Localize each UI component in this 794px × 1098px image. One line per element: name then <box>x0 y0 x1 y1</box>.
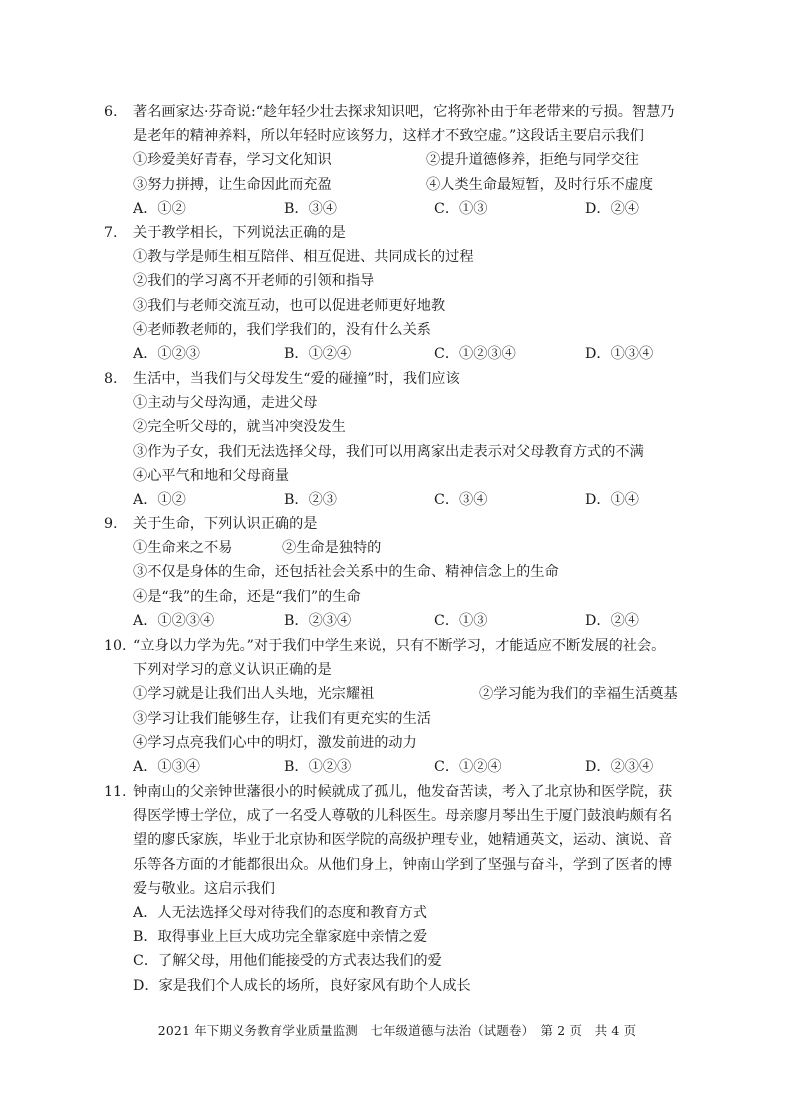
option-a[interactable]: A．①②③ <box>133 345 200 362</box>
question-9 <box>104 512 694 633</box>
question-stem-line: 关于生命，下列认识正确的是 <box>133 516 318 532</box>
option-b[interactable]: B．②③④ <box>284 612 352 629</box>
question-stem-line: “立身以力学为先。”对于我们中学生来说，只有不断学习，才能适应不断发展的社会。 <box>133 638 666 654</box>
options-row <box>104 197 694 221</box>
question-stem-line: 关于教学相长，下列说法正确的是 <box>133 225 346 241</box>
item: ①珍爱美好青春，学习文化知识 <box>133 152 332 169</box>
question-number: 9. <box>104 516 118 532</box>
option-b[interactable]: B．③④ <box>284 200 337 217</box>
question-8 <box>104 367 694 512</box>
option-d[interactable]: D．②④ <box>585 612 639 629</box>
item: ③努力拼搏，让生命因此而充盈 <box>133 176 332 193</box>
page-footer: 2021 年下期义务教育学业质量监测 七年级道德与法治（试题卷） 第 2 页 共 4 页 <box>157 1023 637 1038</box>
item: ④心平气和地和父母商量 <box>133 467 290 484</box>
question-stem-line: 钟南山的父亲钟世藩很小的时候就成了孤儿，他发奋苦读，考入了北京协和医学院，获 <box>133 784 673 800</box>
item: ④是“我”的生命，还是“我们”的生命 <box>133 588 361 605</box>
option-b[interactable]: B．①②④ <box>284 345 352 362</box>
question-10 <box>104 634 694 779</box>
question-stem-line: 爱与敬业。这启示我们 <box>133 880 275 897</box>
item-pair <box>104 148 694 172</box>
option-c[interactable]: C．①②④ <box>434 758 502 775</box>
item-pair <box>104 682 694 706</box>
item: ①主动与父母沟通，走进父母 <box>133 395 318 412</box>
item: ④老师教老师的，我们学我们的，没有什么关系 <box>133 321 431 338</box>
item: ①教与学是师生相互陪伴、相互促进、共同成长的过程 <box>133 249 474 266</box>
question-11 <box>104 780 694 998</box>
option-d[interactable]: D．②③④ <box>585 758 654 775</box>
item: ①生命来之不易 <box>133 540 233 557</box>
question-6 <box>104 100 694 221</box>
question-stem-line: 下列对学习的意义认识正确的是 <box>133 662 332 679</box>
question-7 <box>104 221 694 366</box>
item-pair <box>104 536 694 560</box>
option-c[interactable]: C．①②③④ <box>434 345 516 362</box>
question-stem-line: 得医学博士学位，成了一名受人尊敬的儿科医生。母亲廖月琴出生于厦门鼓浪屿颇有名 <box>133 808 673 825</box>
option-a[interactable]: A．①②③④ <box>133 612 215 629</box>
option-c[interactable]: C．①③ <box>434 612 488 629</box>
option-a[interactable]: A．①② <box>133 491 186 508</box>
item: ②我们的学习离不开老师的引领和指导 <box>133 273 375 290</box>
option-b[interactable]: B．①②③ <box>284 758 352 775</box>
item: ②生命是独特的 <box>282 540 382 557</box>
options-row <box>104 755 694 779</box>
option-c[interactable]: C．了解父母，用他们能接受的方式表达我们的爱 <box>133 953 442 970</box>
question-number: 11. <box>104 784 127 800</box>
item-pair <box>104 173 694 197</box>
question-number: 10. <box>104 638 127 654</box>
option-c[interactable]: C．①③ <box>434 200 488 217</box>
item: ①学习就是让我们出人头地，光宗耀祖 <box>133 686 375 703</box>
options-row <box>104 609 694 633</box>
option-a[interactable]: A．①② <box>133 200 186 217</box>
item: ③我们与老师交流互动，也可以促进老师更好地教 <box>133 297 446 314</box>
question-stem-line: 生活中，当我们与父母发生“爱的碰撞”时，我们应该 <box>133 371 460 387</box>
question-number: 7. <box>104 225 118 241</box>
question-stem-line: 望的廖氏家族，毕业于北京协和医学院的高级护理专业，她精通英文，运动、演说、音 <box>133 832 673 849</box>
option-b[interactable]: B．取得事业上巨大成功完全靠家庭中亲情之爱 <box>133 929 428 946</box>
option-d[interactable]: D．家是我们个人成长的场所，良好家风有助个人成长 <box>133 977 471 994</box>
question-stem-line: 著名画家达·芬奇说:“趁年轻少壮去探求知识吧，它将弥补由于年老带来的亏损。智慧乃 <box>133 104 675 120</box>
item: ③作为子女，我们无法选择父母，我们可以用离家出走表示对父母教育方式的不满 <box>133 443 644 460</box>
option-b[interactable]: B．②③ <box>284 491 337 508</box>
option-d[interactable]: D．①④ <box>585 491 639 508</box>
item: ④人类生命最短暂，及时行乐不虚度 <box>426 176 654 193</box>
item: ②学习能为我们的幸福生活奠基 <box>479 686 678 703</box>
options-row <box>104 488 694 512</box>
item: ③学习让我们能够生存，让我们有更充实的生活 <box>133 710 431 727</box>
option-a[interactable]: A．①③④ <box>133 758 200 775</box>
option-a[interactable]: A．人无法选择父母对待我们的态度和教育方式 <box>133 904 427 921</box>
item: ②提升道德修养，拒绝与同学交往 <box>426 152 639 169</box>
question-number: 8. <box>104 371 118 387</box>
option-d[interactable]: D．②④ <box>585 200 639 217</box>
item: ④学习点亮我们心中的明灯，激发前进的动力 <box>133 734 417 751</box>
option-d[interactable]: D．①③④ <box>585 345 654 362</box>
item: ③不仅是身体的生命，还包括社会关系中的生命、精神信念上的生命 <box>133 564 559 581</box>
option-c[interactable]: C．③④ <box>434 491 488 508</box>
options-row <box>104 342 694 366</box>
question-stem-line: 乐等各方面的才能都很出众。从他们身上，钟南山学到了坚强与奋斗，学到了医者的博 <box>133 856 673 873</box>
question-stem-line: 是老年的精神养料，所以年轻时应该努力，这样才不致空虚。”这段话主要启示我们 <box>133 128 644 145</box>
question-number: 6. <box>104 104 118 120</box>
item: ②完全听父母的，就当冲突没发生 <box>133 419 346 436</box>
